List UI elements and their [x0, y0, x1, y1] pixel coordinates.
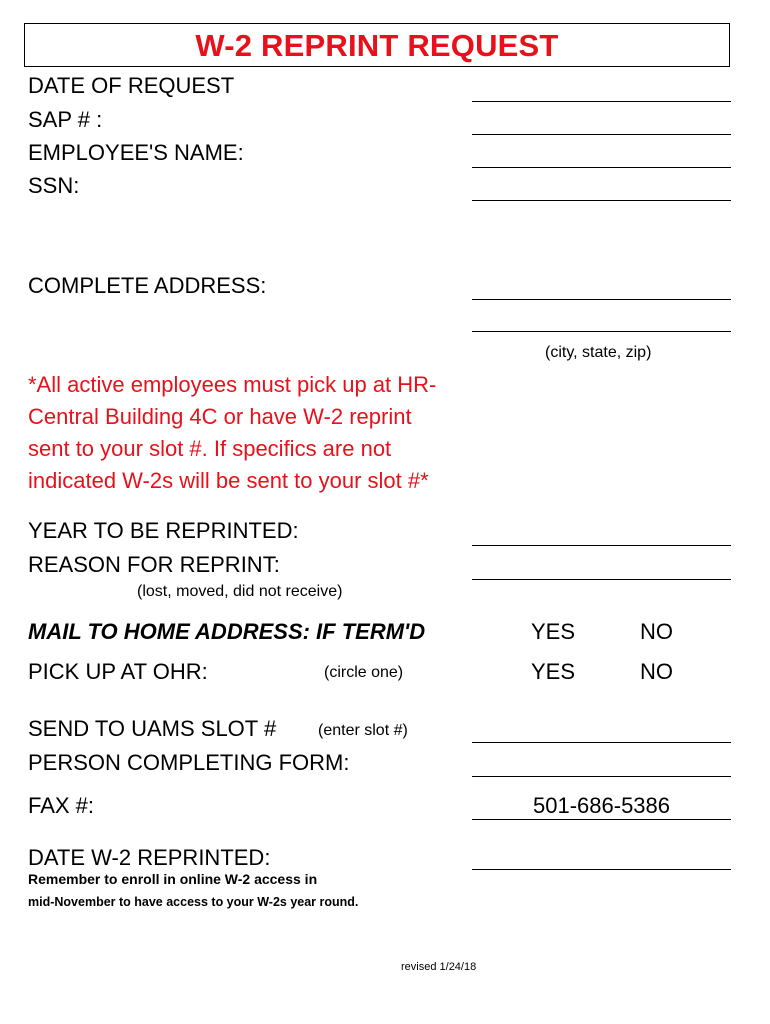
title-box [24, 23, 730, 67]
form-title: W-2 REPRINT REQUEST [195, 28, 559, 63]
employee-name-label: EMPLOYEE'S NAME: [28, 140, 244, 165]
revised-date: revised 1/24/18 [401, 961, 477, 973]
sap-field[interactable] [472, 134, 731, 135]
notice-line: indicated W-2s will be sent to your slot #* [28, 468, 429, 493]
pick-up-at-ohr-label: PICK UP AT OHR: [28, 659, 208, 684]
notice-line: *All active employees must pick up at HR- [28, 372, 437, 397]
mail-to-home-label: MAIL TO HOME ADDRESS: IF TERM'D [28, 619, 426, 644]
reason-hint: (lost, moved, did not receive) [137, 583, 343, 600]
enter-slot-hint: (enter slot #) [318, 722, 408, 739]
address-line-1-field[interactable] [472, 299, 731, 300]
reason-for-reprint-label: REASON FOR REPRINT: [28, 552, 280, 577]
pickup-notice [28, 369, 436, 497]
city-state-zip-hint: (city, state, zip) [545, 344, 652, 361]
reminder-line-1: Remember to enroll in online W-2 access in [28, 871, 318, 887]
mail-yes-option[interactable]: YES [531, 619, 576, 644]
send-to-uams-slot-label: SEND TO UAMS SLOT # [28, 716, 277, 741]
date-of-request-label: DATE OF REQUEST [28, 73, 235, 98]
complete-address-label: COMPLETE ADDRESS: [28, 273, 267, 298]
ssn-label: SSN: [28, 173, 80, 198]
pickup-yes-option[interactable]: YES [531, 659, 576, 684]
uams-slot-field[interactable] [472, 742, 731, 743]
address-line-2-field[interactable] [472, 331, 731, 332]
fax-number: 501-686-5386 [533, 793, 671, 818]
person-completing-form-field[interactable] [472, 776, 731, 777]
pickup-no-option[interactable]: NO [640, 659, 673, 684]
employee-name-field[interactable] [472, 167, 731, 168]
mail-no-option[interactable]: NO [640, 619, 673, 644]
reason-for-reprint-field[interactable] [472, 579, 731, 580]
year-to-be-reprinted-label: YEAR TO BE REPRINTED: [28, 518, 299, 543]
date-w2-reprinted-label: DATE W-2 REPRINTED: [28, 845, 271, 870]
year-to-be-reprinted-field[interactable] [472, 545, 731, 546]
circle-one-hint: (circle one) [324, 664, 404, 681]
date-of-request-field[interactable] [472, 101, 731, 102]
reminder-line-2: mid-November to have access to your W-2s year round. [28, 895, 359, 909]
notice-line: Central Building 4C or have W-2 reprint [28, 404, 412, 429]
ssn-field[interactable] [472, 200, 731, 201]
person-completing-form-label: PERSON COMPLETING FORM: [28, 750, 350, 775]
fax-label: FAX #: [28, 793, 95, 818]
notice-line: sent to your slot #. If specifics are not [28, 436, 392, 461]
sap-label: SAP # : [28, 107, 103, 132]
date-w2-reprinted-field[interactable] [472, 869, 731, 870]
fax-field-line [472, 819, 731, 820]
